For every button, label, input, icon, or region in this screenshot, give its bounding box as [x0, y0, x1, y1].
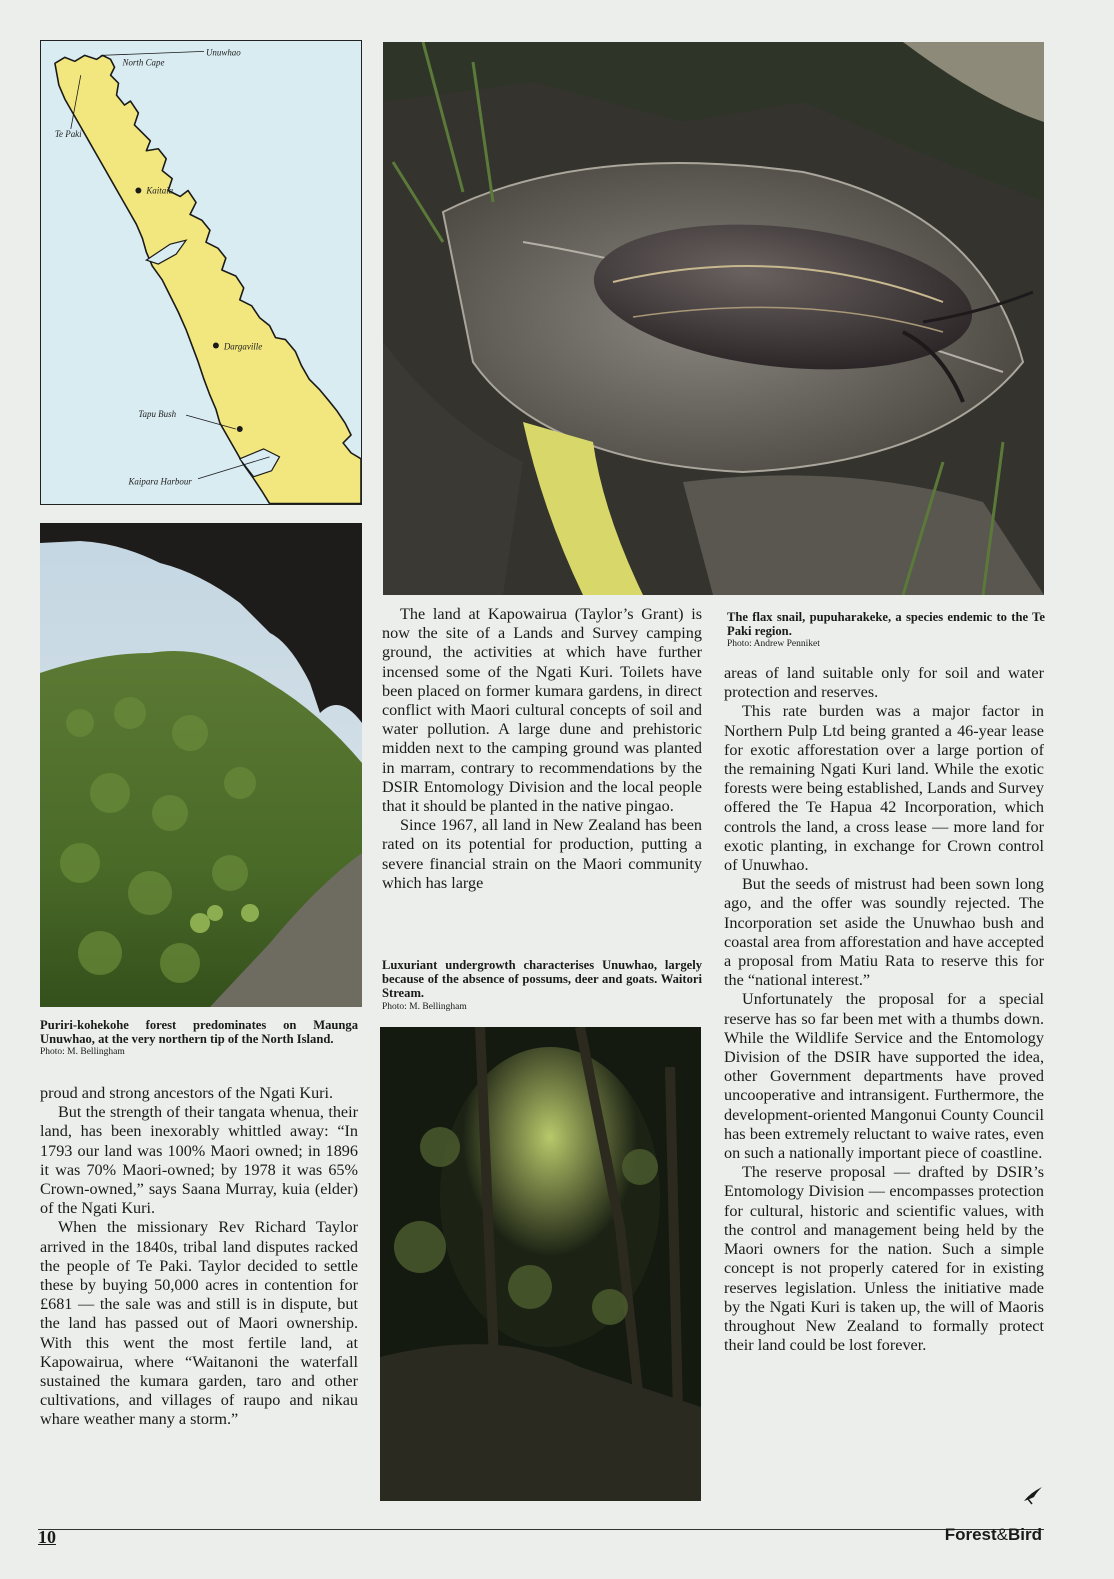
- map-label-unuwhao: Unuwhao: [205, 47, 241, 58]
- stream-undergrowth-photo: [380, 1027, 701, 1501]
- paragraph: When the missionary Rev Richard Taylor arrived in the 1840s, tribal land disputes racked the people of Te Paki. Taylor decided to settle these by buying 50,000 acres in contention for £681 — the sale was and still is in dispute, but the land has passed out of Maori ownership. With this went the most fertile land, at Kapowairua, where “Waitanoni the waterfall sustained the kumara garden, taro and other cultivations, and villages of raupo and nikau whare weather many a storm.”: [40, 1218, 358, 1429]
- brand-forest: Forest: [944, 1525, 997, 1544]
- bird-icon: [1022, 1485, 1044, 1505]
- paragraph: Since 1967, all land in New Zealand has been rated on its potential for production, putting a severe financial strain on the Maori community which has large: [382, 816, 702, 892]
- snail-photo-caption: [727, 610, 1045, 650]
- stream-photo-caption: [382, 958, 702, 1013]
- forest-photo-caption: [40, 1018, 358, 1058]
- snail-photo: [383, 42, 1044, 595]
- paragraph: areas of land suitable only for soil and water protection and reserves.: [724, 664, 1044, 702]
- article-column-2: [382, 605, 702, 955]
- paragraph: proud and strong ancestors of the Ngati Kuri.: [40, 1084, 334, 1102]
- stream-undergrowth-photo-image: [380, 1027, 701, 1501]
- paragraph: But the seeds of mistrust had been sown long ago, and the offer was soundly rejected. The Incorporation set aside the Unuwhao bush and coastal area from afforestation and have accepted a proposal from Matiu Rata to reserve this for the “national interest.”: [724, 875, 1044, 990]
- stream-caption-text: Luxuriant undergrowth characterises Unuwhao, largely because of the absence of possums, deer and goats. Waitori Stream.: [382, 958, 702, 1001]
- stream-photo-credit: Photo: M. Bellingham: [382, 1001, 467, 1012]
- snail-caption-text: The flax snail, pupuharakeke, a species endemic to the Te Paki region.: [727, 610, 1045, 639]
- brand-bird: Bird: [1008, 1525, 1042, 1544]
- map-land: [55, 55, 361, 503]
- map-label-tapu-bush: Tapu Bush: [138, 409, 177, 420]
- page-number: 10: [38, 1527, 56, 1547]
- forest-hill-photo-image: [40, 523, 362, 1007]
- article-column-1: [40, 1084, 358, 1514]
- map-label-te-paki: Te Paki: [54, 128, 82, 139]
- tapu-bush-dot: [237, 426, 243, 432]
- forest-photo-credit: Photo: M. Bellingham: [40, 1047, 125, 1058]
- snail-photo-credit: Photo: Andrew Penniket: [727, 639, 820, 650]
- paragraph: But the strength of their tangata whenua, their land, has been inexorably whittled away: “In 1793 our land was 100% Maori owned; in 1896 it was 70% Maori-owned; by 1978 it was 65% Crown-owned,” says Saana Murray, kuia (elder) of the Ngati Kuri.: [40, 1103, 358, 1218]
- brand-ampersand: &: [996, 1525, 1008, 1544]
- snail-photo-image: [383, 42, 1044, 595]
- map-label-kaipara-harbour: Kaipara Harbour: [128, 476, 192, 487]
- paragraph: The reserve proposal — drafted by DSIR’s Entomology Division — encompasses protection for cultural, historic and scientific values, with the control and management being held by the Maori owners for the nation. Such a simple concept is not properly catered for in existing reserves legislation. Unless the initiative made by the Ngati Kuri is taken up, the will of Maoris throughout New Zealand to formally protect their land could be lost forever.: [724, 1163, 1044, 1355]
- forest-caption-text: Puriri-kohekohe forest predominates on Maunga Unuwhao, at the very northern tip of the North Island.: [40, 1018, 358, 1047]
- northland-map: [40, 40, 362, 505]
- paragraph: Unfortunately the proposal for a special reserve has so far been met with a thumbs down. While the Wildlife Service and the Entomology Division of the DSIR have supported the idea, other Government departments have proved uncooperative and intransigent. Furthermore, the development-oriented Mangonui County Council has been extremely reluctant to waive rates, even on such a nationally important piece of coastline.: [724, 990, 1044, 1163]
- unuwhao-pointer: [101, 51, 204, 55]
- forest-hill-photo: [40, 523, 362, 1007]
- map-label-north-cape: North Cape: [122, 57, 165, 68]
- map-graphic: [41, 41, 361, 504]
- article-column-3: [724, 664, 1044, 1509]
- paragraph: The land at Kapowairua (Taylor’s Grant) is now the site of a Lands and Survey camping ground, the activities at which have further incensed some of the Ngati Kuri. Toilets have been placed on former kumara gardens, in direct conflict with Maori cultural concepts of soil and water pollution. A large dune and prehistoric midden next to the camping ground was planted in marram, contrary to recommendations by the DSIR Entomology Division and the local people that it should be planted in the native pingao.: [382, 605, 702, 816]
- magazine-brand: [945, 1525, 1042, 1545]
- dargaville-dot: [213, 343, 219, 349]
- footer-rule: [38, 1529, 1044, 1530]
- kaitaia-dot: [135, 188, 141, 194]
- paragraph: This rate burden was a major factor in Northern Pulp Ltd being granted a 46-year lease for exotic afforestation over a large portion of the remaining Ngati Kuri land. While the exotic forests were being established, Lands and Survey offered the Te Hapua 42 Incorporation, which controls the land, a cross lease — more land for exotic planting, in exchange for Crown control of Unuwhao.: [724, 702, 1044, 875]
- map-label-dargaville: Dargaville: [223, 341, 263, 352]
- map-label-kaitaia: Kaitaia: [146, 185, 174, 196]
